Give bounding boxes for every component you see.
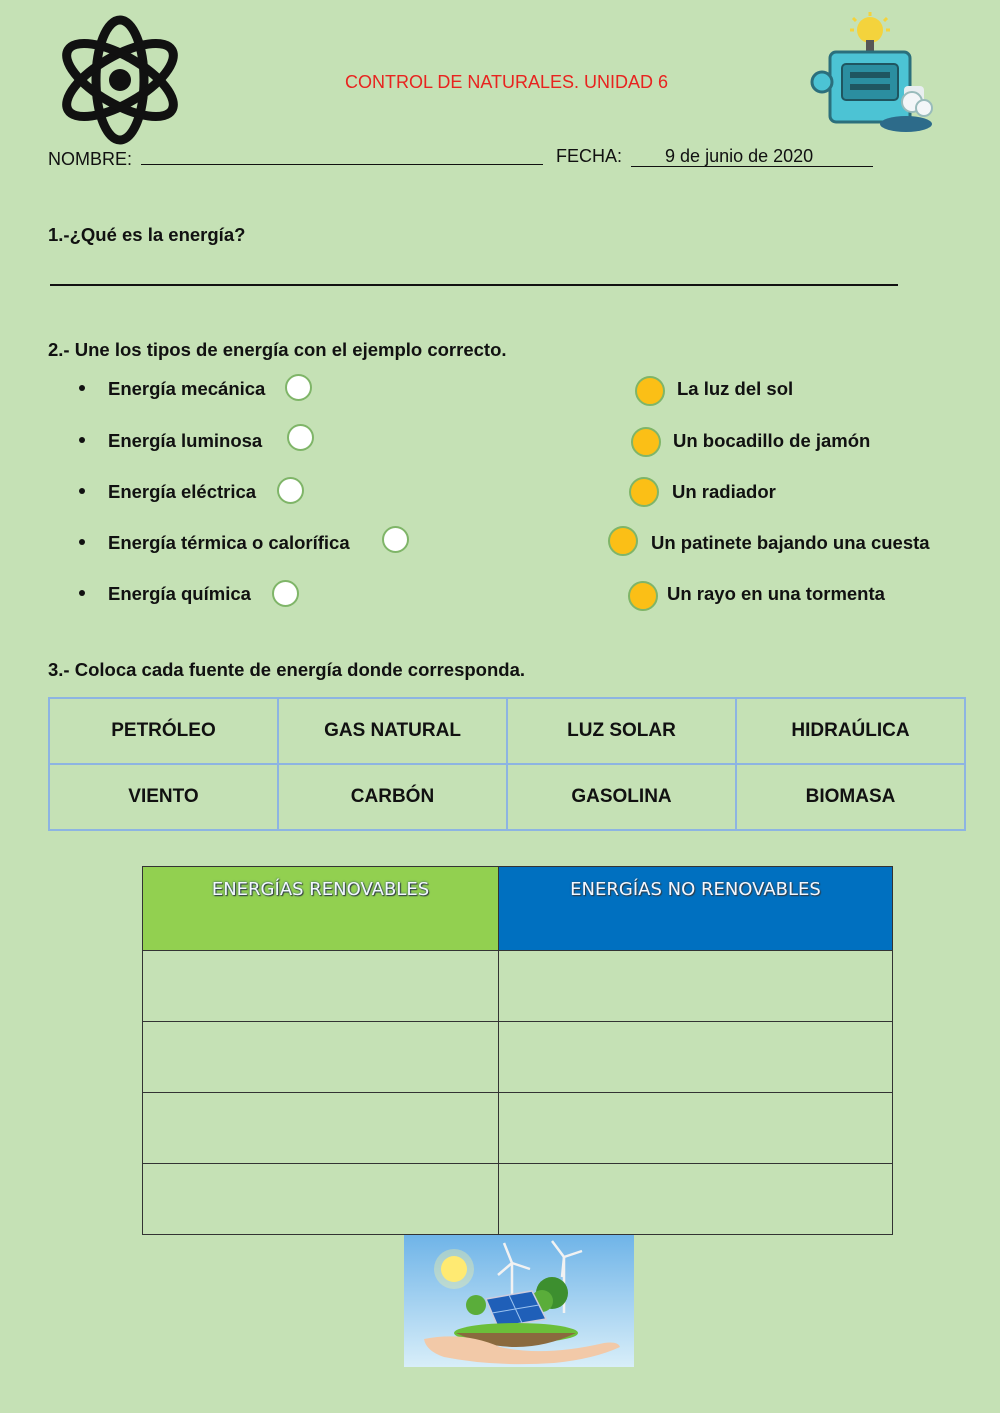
energy-example: Un patinete bajando una cuesta bbox=[651, 532, 930, 553]
renovables-header: ENERGÍAS RENOVABLES bbox=[143, 867, 499, 951]
drop-cell-no-renovables[interactable] bbox=[499, 1093, 893, 1164]
energy-example: Un radiador bbox=[672, 481, 776, 502]
bullet bbox=[79, 437, 85, 443]
energy-source[interactable]: HIDRAÚLICA bbox=[736, 698, 965, 764]
energy-type: Energía eléctrica bbox=[108, 481, 257, 502]
nombre-field[interactable] bbox=[141, 146, 543, 165]
question-2: 2.- Une los tipos de energía con el ejemplo correcto. bbox=[48, 339, 507, 360]
energy-example: Un bocadillo de jamón bbox=[673, 430, 871, 451]
energy-source[interactable]: CARBÓN bbox=[278, 764, 507, 830]
answer-line-1[interactable] bbox=[50, 284, 898, 286]
energy-type: Energía química bbox=[108, 583, 251, 604]
drop-cell-renovables[interactable] bbox=[143, 1093, 499, 1164]
nombre-row bbox=[48, 146, 543, 170]
match-circle-left[interactable] bbox=[382, 526, 409, 553]
nombre-label: NOMBRE: bbox=[48, 149, 133, 169]
drop-cell-no-renovables[interactable] bbox=[499, 951, 893, 1022]
energy-source[interactable]: VIENTO bbox=[49, 764, 278, 830]
bullet bbox=[79, 385, 85, 391]
question-1: 1.-¿Qué es la energía? bbox=[48, 224, 246, 245]
fecha-value: 9 de junio de 2020 bbox=[665, 146, 814, 166]
match-circle-right[interactable] bbox=[629, 477, 659, 507]
atom-icon bbox=[55, 12, 185, 148]
bullet bbox=[79, 488, 85, 494]
fecha-field[interactable] bbox=[631, 146, 873, 167]
energy-source[interactable]: LUZ SOLAR bbox=[507, 698, 736, 764]
match-circle-left[interactable] bbox=[277, 477, 304, 504]
drop-cell-no-renovables[interactable] bbox=[499, 1022, 893, 1093]
energy-source[interactable]: GAS NATURAL bbox=[278, 698, 507, 764]
drop-cell-no-renovables[interactable] bbox=[499, 1164, 893, 1235]
energy-source[interactable]: BIOMASA bbox=[736, 764, 965, 830]
worksheet-title: CONTROL DE NATURALES. UNIDAD 6 bbox=[345, 72, 669, 92]
drop-cell-renovables[interactable] bbox=[143, 1164, 499, 1235]
match-circle-right[interactable] bbox=[635, 376, 665, 406]
energy-source[interactable]: PETRÓLEO bbox=[49, 698, 278, 764]
bullet bbox=[79, 590, 85, 596]
energy-example: Un rayo en una tormenta bbox=[667, 583, 885, 604]
energy-type: Energía luminosa bbox=[108, 430, 263, 451]
drop-cell-renovables[interactable] bbox=[143, 951, 499, 1022]
energy-type: Energía térmica o calorífica bbox=[108, 532, 350, 553]
match-circle-right[interactable] bbox=[608, 526, 638, 556]
match-circle-left[interactable] bbox=[285, 374, 312, 401]
match-circle-left[interactable] bbox=[287, 424, 314, 451]
match-circle-right[interactable] bbox=[628, 581, 658, 611]
energy-example: La luz del sol bbox=[677, 378, 794, 399]
bullet bbox=[79, 539, 85, 545]
match-circle-right[interactable] bbox=[631, 427, 661, 457]
fecha-row bbox=[556, 146, 873, 167]
energy-machine-icon bbox=[808, 12, 936, 136]
energy-sources-table bbox=[48, 697, 966, 831]
no-renovables-header: ENERGÍAS NO RENOVABLES bbox=[499, 867, 893, 951]
energy-source[interactable]: GASOLINA bbox=[507, 764, 736, 830]
drop-cell-renovables[interactable] bbox=[143, 1022, 499, 1093]
renewable-energy-illustration bbox=[404, 1235, 634, 1367]
match-circle-left[interactable] bbox=[272, 580, 299, 607]
question-3: 3.- Coloca cada fuente de energía donde corresponda. bbox=[48, 659, 525, 680]
classification-table bbox=[142, 866, 893, 1235]
energy-type: Energía mecánica bbox=[108, 378, 266, 399]
fecha-label: FECHA: bbox=[556, 146, 623, 166]
